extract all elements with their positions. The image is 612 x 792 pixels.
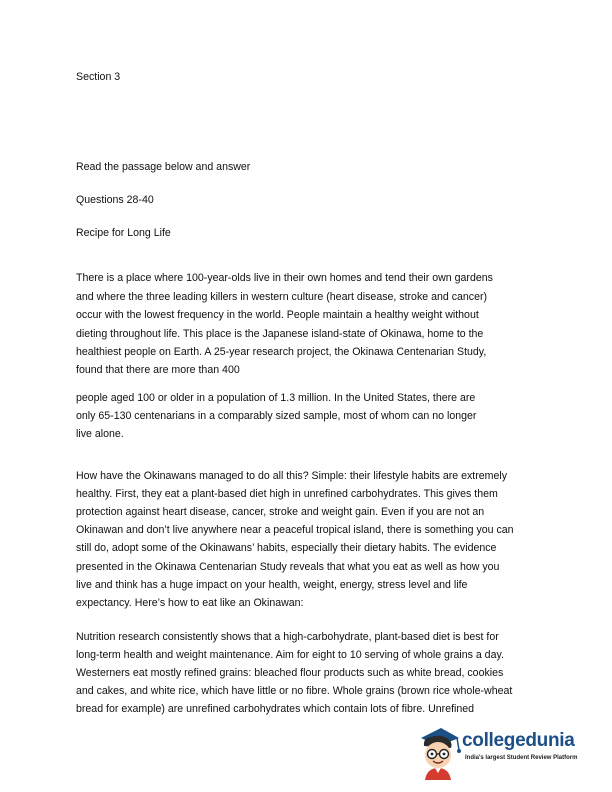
paragraph-line: expectancy. Here’s how to eat like an Okinawan: [76, 597, 304, 609]
paragraph-line: occur with the lowest frequency in the world. People maintain a healthy weight without [76, 309, 479, 321]
paragraph-line: dieting throughout life. This place is the Japanese island-state of Okinawa, home to the [76, 328, 484, 340]
paragraph-line: There is a place where 100-year-olds live in their own homes and tend their own gardens [76, 272, 493, 284]
instructions-line-2: Questions 28-40 [76, 194, 154, 206]
paragraph-line: bread for example) are unrefined carbohydrates which contain lots of fibre. Unrefined [76, 703, 475, 715]
paragraph-line: live alone. [76, 428, 124, 440]
paragraph-line: Okinawan and don’t live anywhere near a peaceful tropical island, there is something you can [76, 524, 514, 536]
section-label: Section 3 [76, 71, 121, 83]
instructions-line-1: Read the passage below and answer [76, 161, 251, 173]
paragraph-line: protection against heart disease, cancer, stroke and weight gain. Even if you are not an [76, 506, 485, 518]
brand-name: collegedunia [462, 730, 575, 751]
paragraph-line: healthy. First, they eat a plant-based diet high in unrefined carbohydrates. This gives them [76, 488, 498, 500]
passage-title: Recipe for Long Life [76, 227, 171, 239]
paragraph-line: How have the Okinawans managed to do all this? Simple: their lifestyle habits are extremely [76, 470, 508, 482]
paragraph-line: presented in the Okinawa Centenarian Study reveals that what you eat as well as how you [76, 561, 500, 573]
paragraph-line: found that there are more than 400 [76, 364, 240, 376]
paragraph-line: still do, adopt some of the Okinawans’ habits, especially their dietary habits. The evidence [76, 542, 497, 554]
paragraph-line: live and think has a huge impact on your health, weight, energy, stress level and life [76, 579, 468, 591]
paragraph-line: healthiest people on Earth. A 25-year research project, the Okinawa Centenarian Study, [76, 346, 487, 358]
paragraph-line: people aged 100 or older in a population of 1.3 million. In the United States, there are [76, 392, 476, 404]
paragraph-line: long-term health and weight maintenance. Aim for eight to 10 serving of whole grains a day. [76, 649, 504, 661]
paragraph-line: Westerners eat mostly refined grains: bleached flour products such as white bread, cookies [76, 667, 504, 679]
paragraph-line: and cakes, and white rice, which have little or no fibre. Whole grains (brown rice whole-wheat [76, 685, 513, 697]
paragraph-line: Nutrition research consistently shows that a high-carbohydrate, plant-based diet is best for [76, 631, 499, 643]
paragraph-line: only 65-130 centenarians in a comparably sized sample, most of whom can no longer [76, 410, 477, 422]
collegedunia-watermark [415, 724, 595, 780]
student-mascot-icon [415, 724, 461, 780]
brand-tagline: India's largest Student Review Platform [465, 755, 578, 761]
paragraph-line: and where the three leading killers in western culture (heart disease, stroke and cancer) [76, 291, 488, 303]
